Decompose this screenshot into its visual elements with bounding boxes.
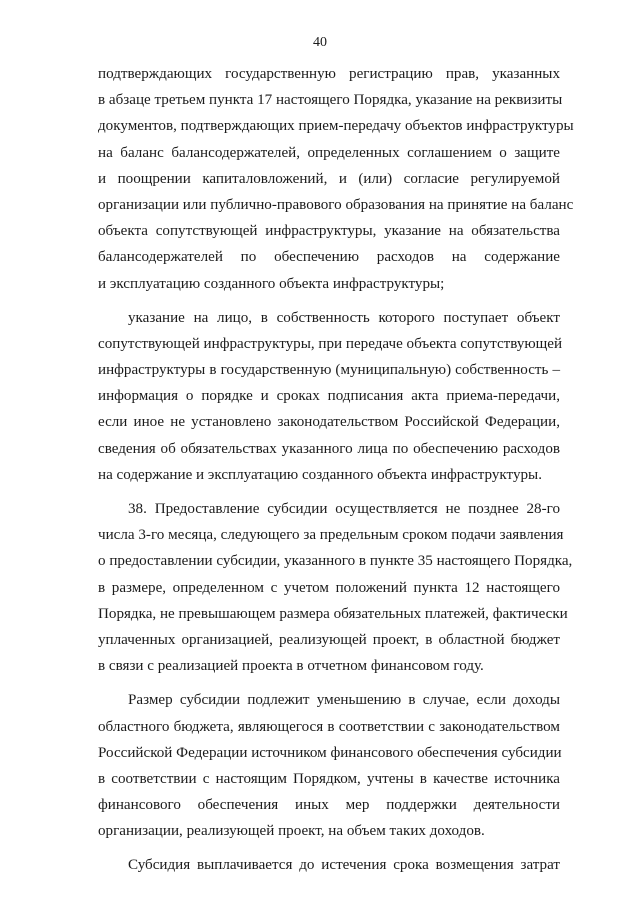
text-line: Субсидия выплачивается до истечения срока возмещения затрат <box>128 857 560 874</box>
text-line: в абзаце третьем пункта 17 настоящего Порядка, указание на реквизиты <box>98 92 563 109</box>
text-line: сведения об обязательствах указанного лица по обеспечению расходов <box>98 440 560 457</box>
paragraph-gap <box>98 488 560 496</box>
text-line: Размер субсидии подлежит уменьшению в случае, если доходы <box>128 692 560 709</box>
text-line: о предоставлении субсидии, указанного в пункте 35 настоящего Порядка, <box>98 553 573 570</box>
page-number: 40 <box>313 35 327 50</box>
paragraph <box>98 305 563 488</box>
text-line: организации или публично-правового образования на принятие на баланс <box>98 196 574 213</box>
text-line: Порядка, не превышающем размера обязательных платежей, фактически <box>98 605 568 622</box>
text-line: уплаченных организацией, реализующей проект, в областной бюджет <box>98 631 560 648</box>
paragraph-gap <box>98 679 560 687</box>
paragraph <box>98 61 574 297</box>
text-line: на содержание и эксплуатацию созданного объекта инфраструктуры. <box>98 466 542 483</box>
text-line: областного бюджета, являющегося в соответствии с законодательством <box>98 718 560 735</box>
text-line: инфраструктуры в государственную (муниципальную) собственность – <box>98 362 560 379</box>
text-line: и поощрении капиталовложений, и (или) согласие регулируемой <box>98 170 560 187</box>
text-line: если иное не установлено законодательством Российской Федерации, <box>98 414 560 431</box>
text-line: на баланс балансодержателей, определенных соглашением о защите <box>98 144 560 161</box>
paragraph-gap <box>98 297 560 305</box>
text-line: организации, реализующей проект, на объем таких доходов. <box>98 823 485 840</box>
text-line: информация о порядке и сроках подписания акта приема-передачи, <box>98 388 560 405</box>
text-line: в связи с реализацией проекта в отчетном финансовом году. <box>98 658 484 675</box>
paragraph <box>98 496 573 679</box>
text-line: и эксплуатацию созданного объекта инфраструктуры; <box>98 275 445 292</box>
text-line: в соответствии с настоящим Порядком, учтены в качестве источника <box>98 770 560 787</box>
text-line: Российской Федерации источником финансового обеспечения субсидии <box>98 744 562 761</box>
text-line: указание на лицо, в собственность которого поступает объект <box>128 309 560 326</box>
text-line: документов, подтверждающих прием-передачу объектов инфраструктуры <box>98 118 574 135</box>
document-body <box>98 61 574 879</box>
text-line: сопутствующей инфраструктуры, при передаче объекта сопутствующей <box>98 335 563 352</box>
text-line: 38. Предоставление субсидии осуществляется не позднее 28-го <box>128 501 560 517</box>
text-line: объекта сопутствующей инфраструктуры, указание на обязательства <box>98 223 560 240</box>
text-line: подтверждающих государственную регистрацию прав, указанных <box>98 66 560 82</box>
text-line: балансодержателей по обеспечению расходов на содержание <box>98 249 560 266</box>
paragraph <box>98 852 560 878</box>
text-line: числа 3-го месяца, следующего за предельным сроком подачи заявления <box>98 527 564 544</box>
paragraph-gap <box>98 844 560 852</box>
text-line: финансового обеспечения иных мер поддержки деятельности <box>98 797 560 814</box>
text-line: в размере, определенном с учетом положений пункта 12 настоящего <box>98 579 560 596</box>
paragraph <box>98 687 560 844</box>
